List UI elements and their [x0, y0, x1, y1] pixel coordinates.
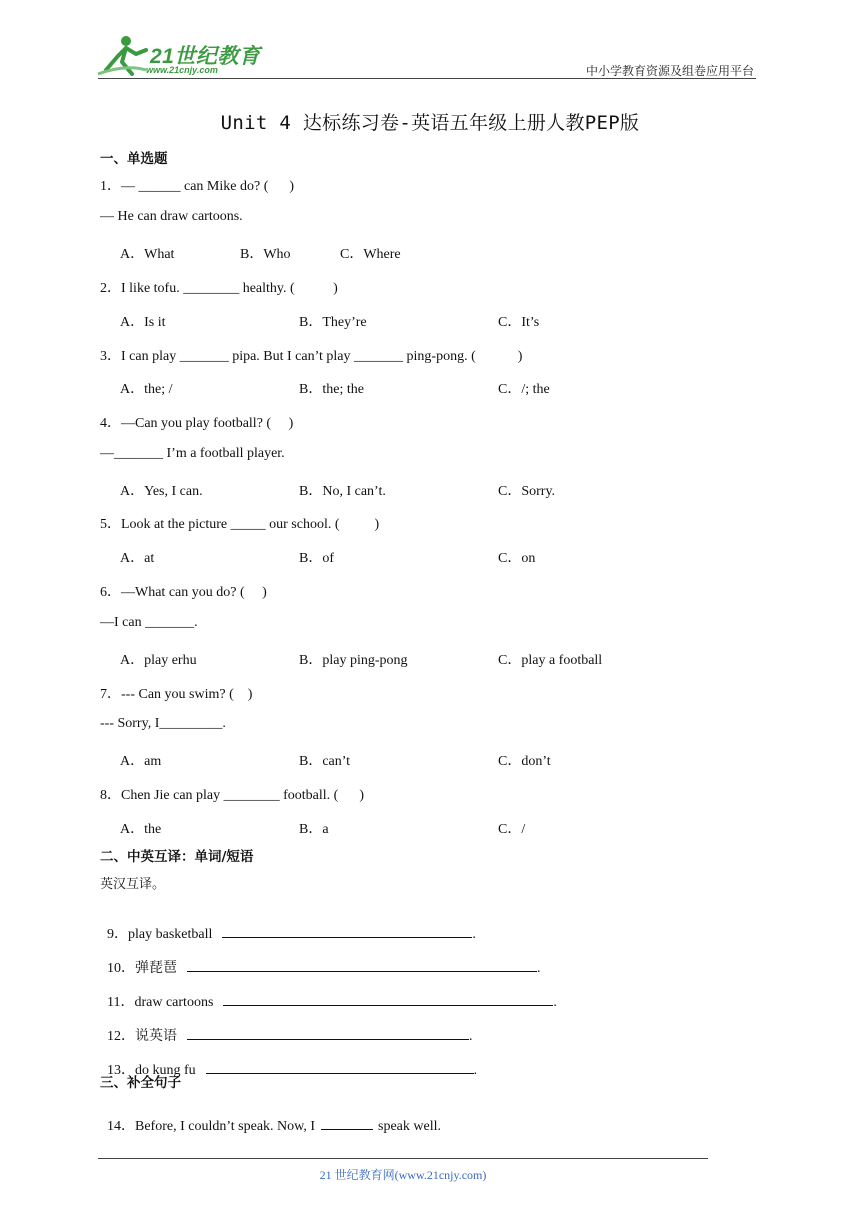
question-8-stem: 8．Chen Jie can play ________ football. ( ) — [100, 788, 365, 803]
question-9 — [100, 907, 476, 943]
question-6-stem: 6．—What can you do? ( ) — [100, 585, 267, 600]
question-1-option-b[interactable]: B．Who — [240, 247, 291, 262]
question-5-option-c[interactable]: C．on — [498, 551, 536, 566]
question-10 — [100, 941, 541, 977]
question-11-answer-blank[interactable] — [223, 991, 553, 1006]
question-1-answer-line: — He can draw cartoons. — [100, 209, 243, 224]
question-3-option-a[interactable]: A．the; / — [120, 382, 173, 397]
question-2-option-c[interactable]: C．It’s — [498, 315, 540, 330]
question-14-text-after: speak well. — [374, 1119, 441, 1134]
question-3-stem: 3．I can play _______ pipa. But I can’t play _______ ping-pong. ( ) — [100, 349, 523, 364]
question-8-option-b[interactable]: B．a — [299, 822, 329, 837]
question-5-option-a[interactable]: A．at — [120, 551, 155, 566]
question-3-option-b[interactable]: B．the; the — [299, 382, 364, 397]
question-2-option-b[interactable]: B．They’re — [299, 315, 367, 330]
translation-instruction: 英汉互译。 — [100, 877, 166, 892]
question-12-period: . — [469, 1029, 473, 1044]
question-11-period: . — [553, 995, 557, 1010]
footer-text: 21 世纪教育网(www.21cnjy.com) — [319, 1168, 487, 1182]
question-13-text: 13．do kung fu — [107, 1063, 196, 1078]
question-10-period: . — [537, 961, 541, 976]
question-4-answer-line: —_______ I’m a football player. — [100, 446, 285, 461]
footer-divider — [98, 1158, 708, 1159]
question-5-stem: 5．Look at the picture _____ our school. ( ) — [100, 517, 380, 532]
header-divider — [98, 78, 756, 79]
question-9-answer-blank[interactable] — [222, 923, 472, 938]
question-7-option-c[interactable]: C．don’t — [498, 754, 551, 769]
question-4-option-c[interactable]: C．Sorry. — [498, 484, 556, 499]
question-8-option-a[interactable]: A．the — [120, 822, 162, 837]
question-3-option-c[interactable]: C．/; the — [498, 382, 550, 397]
question-14-text-before: 14．Before, I couldn’t speak. Now, I — [107, 1119, 319, 1134]
question-4-option-a[interactable]: A．Yes, I can. — [120, 484, 203, 499]
question-6-answer-line: —I can _______. — [100, 615, 198, 630]
question-7-option-a[interactable]: A．am — [120, 754, 162, 769]
header-platform-text: 中小学教育资源及组卷应用平台 — [585, 64, 754, 78]
question-13-period: . — [473, 1063, 478, 1078]
question-1-stem: 1．— ______ can Mike do? ( ) — [100, 179, 295, 194]
question-14 — [100, 1099, 441, 1135]
question-6-option-c[interactable]: C．play a football — [498, 653, 603, 668]
question-6-option-b[interactable]: B．play ping-pong — [299, 653, 408, 668]
question-2-stem: 2．I like tofu. ________ healthy. ( ) — [100, 281, 338, 296]
question-10-answer-blank[interactable] — [187, 957, 537, 972]
section-title-single-choice: 一、单选题 — [100, 151, 168, 167]
question-12-text: 12．说英语 — [107, 1029, 177, 1044]
question-2-option-a[interactable]: A．Is it — [120, 315, 166, 330]
section-title-translation: 二、中英互译：单词/短语 — [100, 849, 254, 865]
question-10-text: 10．弹琵琶 — [107, 961, 177, 976]
section-title-complete-sentences: 三、补全句子 — [100, 1075, 181, 1091]
question-11 — [100, 975, 557, 1011]
question-9-text: 9．play basketball — [107, 927, 213, 942]
question-4-option-b[interactable]: B．No, I can’t. — [299, 484, 386, 499]
question-7-option-b[interactable]: B．can’t — [299, 754, 351, 769]
page-title: Unit 4 达标练习卷-英语五年级上册人教PEP版 — [220, 112, 640, 134]
question-6-option-a[interactable]: A．play erhu — [120, 653, 197, 668]
logo-url: www.21cnjy.com — [146, 65, 218, 75]
question-12 — [100, 1009, 473, 1045]
question-5-option-b[interactable]: B．of — [299, 551, 334, 566]
question-13-answer-blank[interactable] — [206, 1059, 474, 1074]
question-4-stem: 4．—Can you play football? ( ) — [100, 416, 294, 431]
question-1-option-a[interactable]: A．What — [120, 247, 175, 262]
question-8-option-c[interactable]: C．/ — [498, 822, 526, 837]
question-11-text: 11．draw cartoons — [107, 995, 214, 1010]
question-12-answer-blank[interactable] — [187, 1025, 469, 1040]
question-14-answer-blank[interactable] — [321, 1115, 373, 1130]
question-9-period: . — [472, 927, 476, 942]
logo-text: 21世纪教育 — [150, 45, 261, 68]
question-7-stem: 7．--- Can you swim? ( ) — [100, 687, 253, 702]
question-1-option-c[interactable]: C．Where — [340, 247, 401, 262]
question-7-answer-line: --- Sorry, I_________. — [100, 716, 226, 731]
